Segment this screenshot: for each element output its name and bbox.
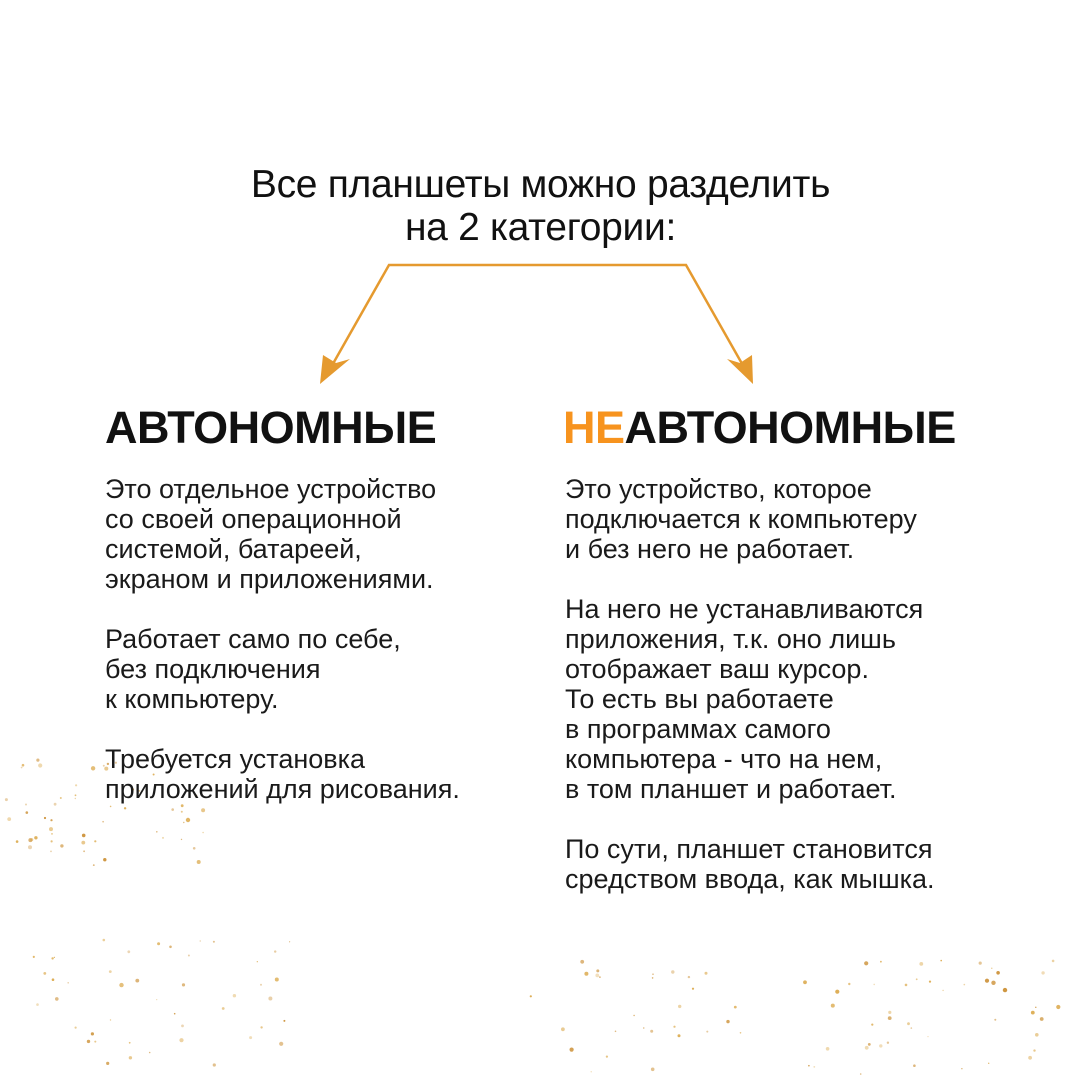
description-paragraph: [105, 744, 545, 804]
title-suffix: АВТОНОМНЫЕ: [624, 402, 956, 453]
title-prefix-highlight: НЕ: [563, 402, 625, 453]
description-line: По сути, планшет становится: [565, 834, 933, 864]
autonomous-description: [105, 474, 545, 834]
non-autonomous-description: [565, 474, 1065, 924]
category-title-autonomous: АВТОНОМНЫЕ: [105, 402, 437, 453]
page-title-line-2: на 2 категории:: [404, 206, 677, 249]
description-line: На него не устанавливаются: [565, 594, 924, 624]
description-line: Это устройство, которое: [565, 474, 872, 504]
description-line: со своей операционной: [105, 504, 402, 534]
description-paragraph: [105, 474, 545, 594]
description-paragraph: [565, 594, 1065, 804]
description-paragraph: [105, 624, 545, 714]
description-line: подключается к компьютеру: [565, 504, 917, 534]
description-line: Работает само по себе,: [105, 624, 401, 654]
description-line: отображает ваш курсор.: [565, 654, 869, 684]
arrow-down-right-icon: [540, 265, 753, 384]
description-line: приложений для рисования.: [105, 774, 460, 804]
description-line: Требуется установка: [105, 744, 366, 774]
description-line: средством ввода, как мышка.: [565, 864, 935, 894]
description-line: приложения, т.к. оно лишь: [565, 624, 896, 654]
category-title-non-autonomous: [563, 402, 956, 454]
description-line: и без него не работает.: [565, 534, 855, 564]
description-paragraph: [565, 834, 1065, 894]
description-line: То есть вы работаете: [565, 684, 834, 714]
description-line: экраном и приложениями.: [105, 564, 434, 594]
description-line: к компьютеру.: [105, 684, 279, 714]
arrow-down-left-icon: [320, 265, 540, 384]
description-paragraph: [565, 474, 1065, 564]
page-title-line-1: Все планшеты можно разделить: [250, 163, 831, 206]
description-line: Это отдельное устройство: [105, 474, 437, 504]
description-line: компьютера - что на нем,: [565, 744, 883, 774]
description-line: в том планшет и работает.: [565, 774, 897, 804]
description-line: системой, батареей,: [105, 534, 362, 564]
description-line: в программах самого: [565, 714, 831, 744]
description-line: без подключения: [105, 654, 321, 684]
